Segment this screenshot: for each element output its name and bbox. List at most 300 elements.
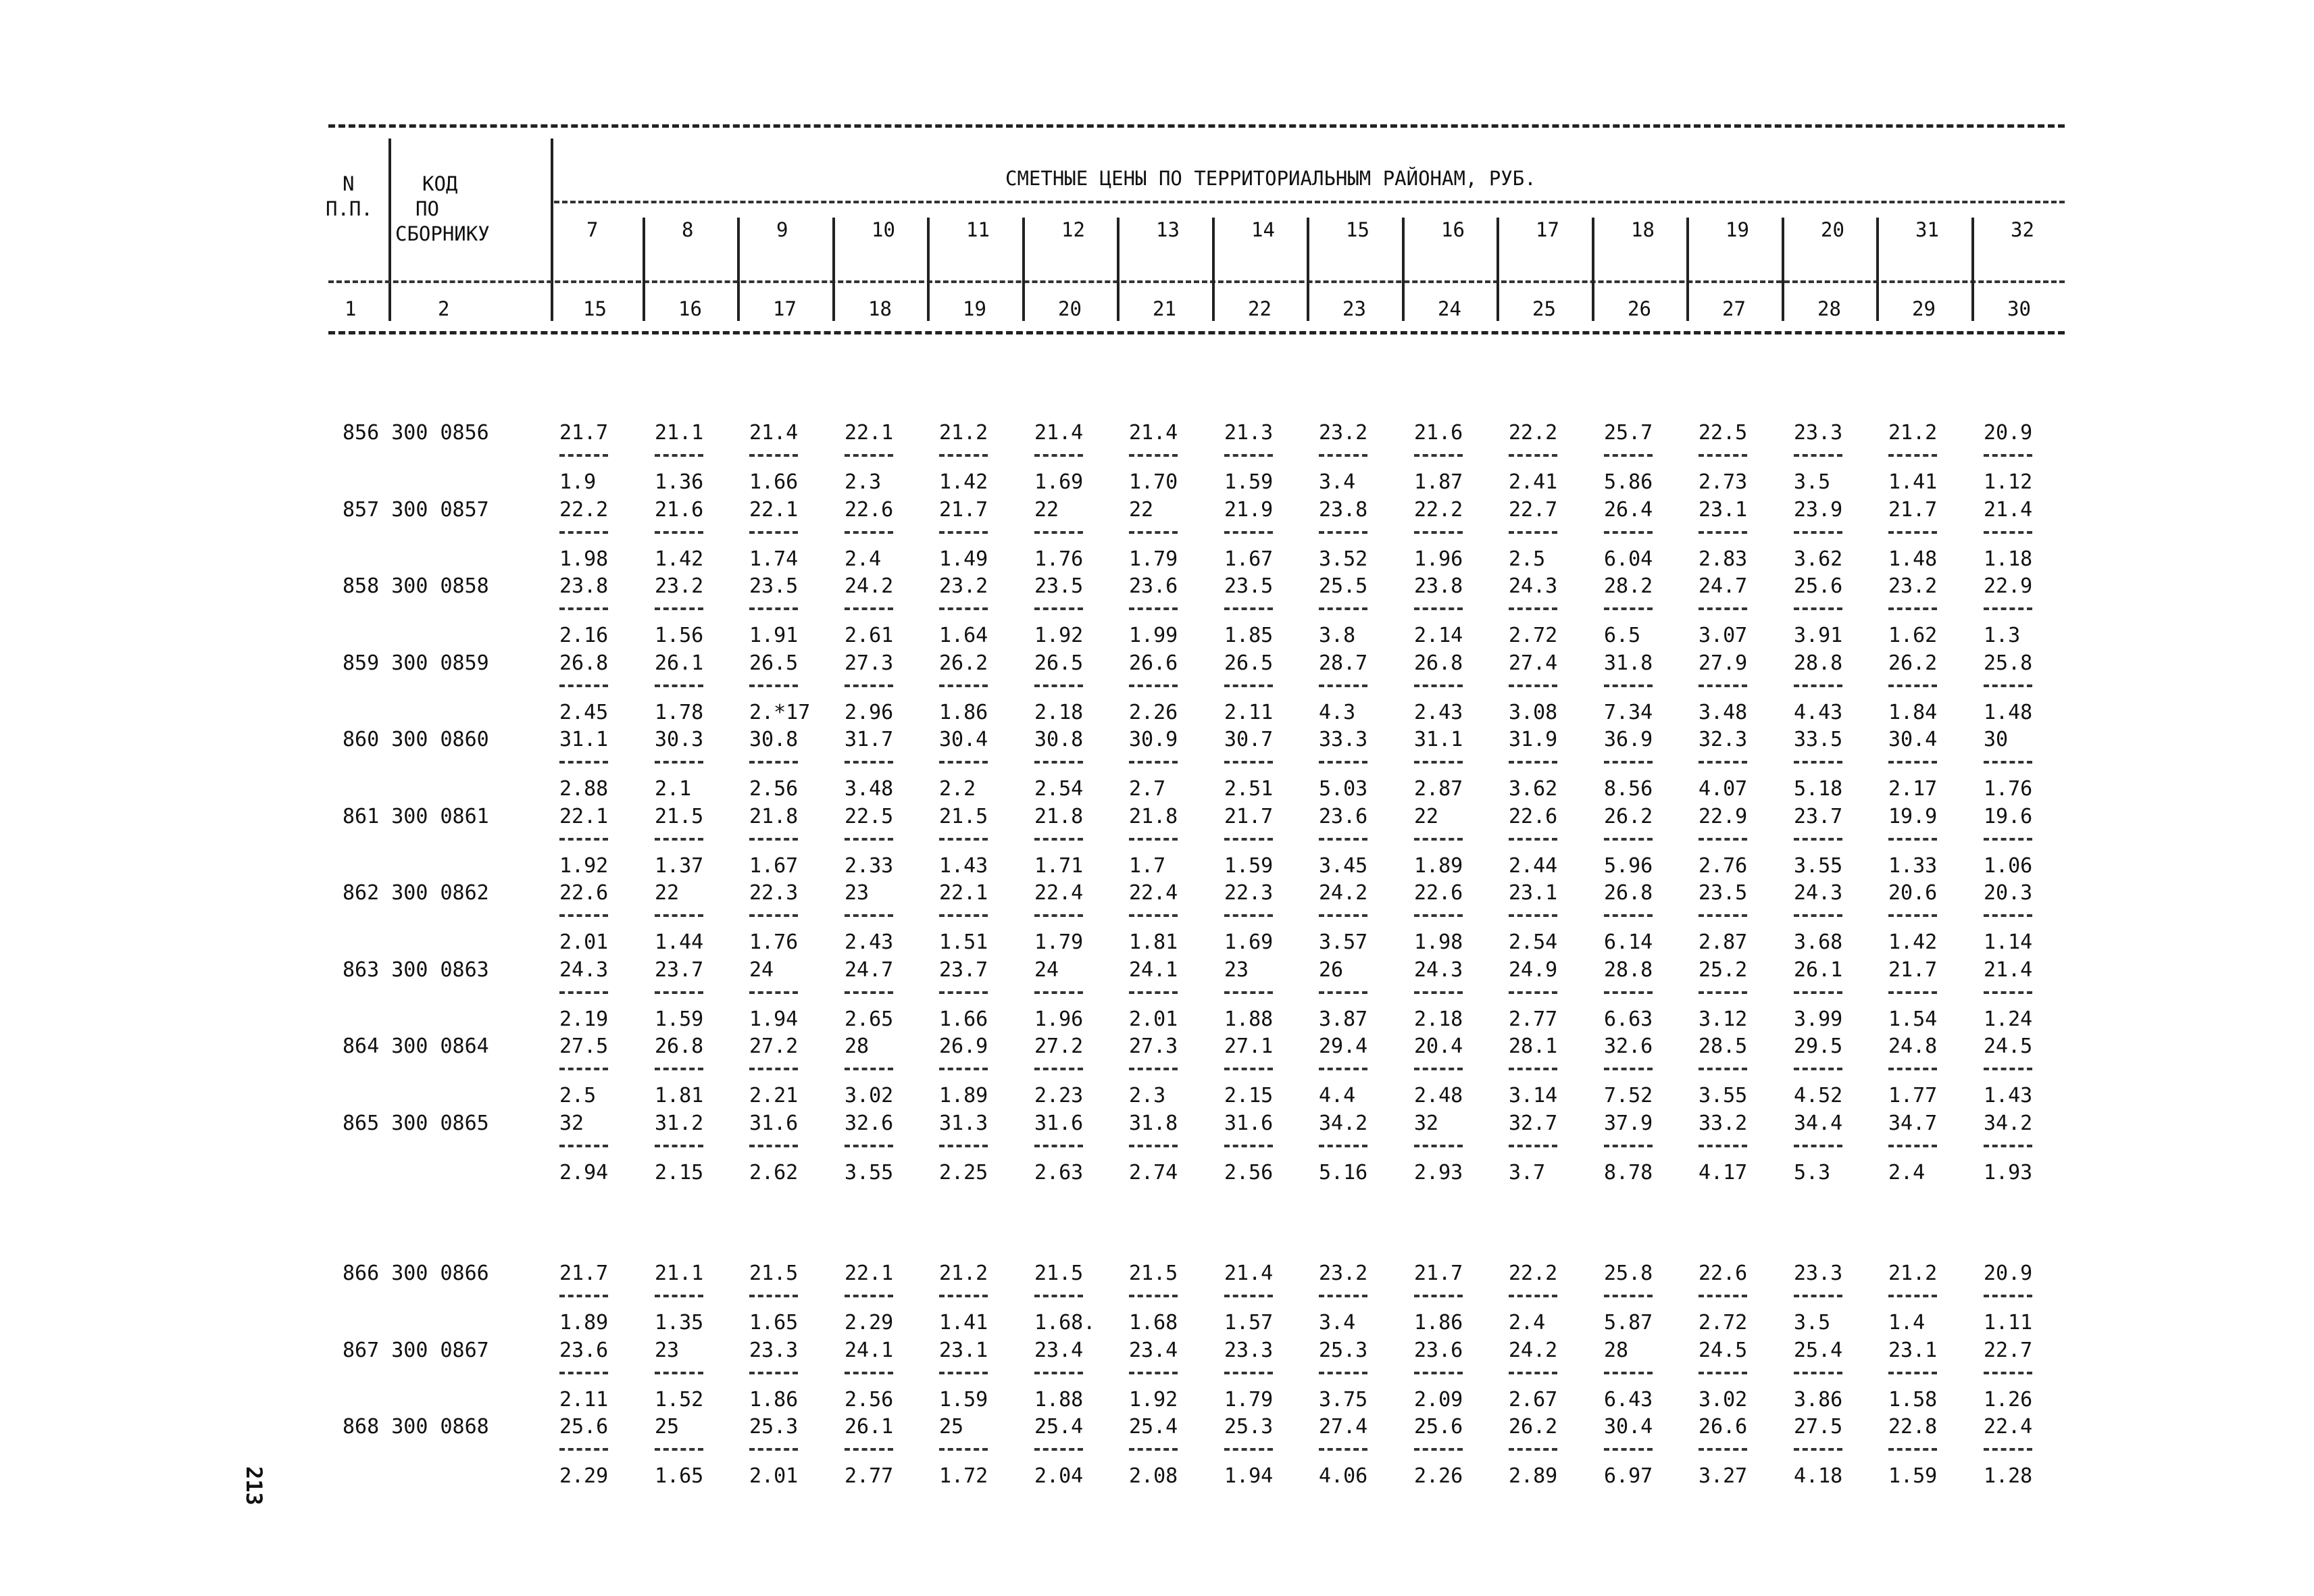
price-top: 33.5: [1794, 728, 1843, 751]
price-bottom: 1.14: [1984, 930, 2033, 954]
price-top: 26.5: [1224, 651, 1274, 675]
header-top-rule: [328, 124, 2065, 128]
price-bottom: 2.1: [655, 777, 692, 801]
price-top: 23.3: [1794, 421, 1843, 445]
price-top: 27.3: [1129, 1034, 1178, 1058]
price-top: 23.5: [1224, 574, 1274, 598]
price-bottom: 2.5: [559, 1084, 597, 1107]
fraction-dash: [939, 454, 988, 457]
price-top: 34.4: [1794, 1111, 1843, 1135]
price-bottom: 2.93: [1414, 1160, 1463, 1184]
price-top: 23.7: [655, 957, 704, 982]
fraction-dash: [1699, 454, 1747, 457]
fraction-dash: [655, 607, 703, 610]
col-sborniku-label: СБОРНИКУ: [395, 222, 490, 245]
price-bottom: 2.56: [1224, 1160, 1274, 1184]
row-code: 867 300 0867: [343, 1338, 489, 1362]
price-bottom: 5.3: [1794, 1160, 1831, 1184]
column-number: 16: [678, 297, 702, 320]
price-top: 23.4: [1034, 1338, 1084, 1362]
district-header-31: 31: [1915, 218, 1939, 241]
price-top: 30.8: [749, 728, 799, 751]
district-header-13: 13: [1156, 218, 1180, 241]
price-top: 21.8: [1129, 804, 1178, 828]
price-top: 21.5: [749, 1262, 799, 1285]
fraction-dash: [749, 454, 798, 457]
price-bottom: 1.44: [655, 930, 704, 954]
fraction-dash: [1604, 914, 1653, 917]
price-bottom: 2.15: [655, 1160, 704, 1184]
price-top: 23.7: [1794, 804, 1843, 828]
price-bottom: 1.49: [939, 547, 988, 571]
fraction-dash: [1509, 838, 1557, 841]
fraction-dash: [939, 607, 988, 610]
fraction-dash: [1604, 1372, 1653, 1374]
price-bottom: 1.88: [1034, 1387, 1084, 1412]
column-number: 19: [963, 297, 986, 320]
price-top: 24.3: [1794, 881, 1843, 905]
price-top: 26.8: [559, 651, 609, 675]
fraction-dash: [1034, 454, 1083, 457]
fraction-dash: [1699, 1145, 1747, 1147]
fraction-dash: [1604, 684, 1653, 687]
fraction-dash: [1319, 1372, 1367, 1374]
fraction-dash: [1319, 684, 1367, 687]
price-bottom: 1.59: [1224, 853, 1274, 878]
price-bottom: 8.78: [1604, 1160, 1653, 1184]
price-top: 20.9: [1984, 1262, 2033, 1285]
fraction-dash: [1888, 1145, 1937, 1147]
price-top: 25.6: [1794, 574, 1843, 598]
fraction-dash: [939, 1145, 988, 1147]
fraction-dash: [1509, 1372, 1557, 1374]
price-bottom: 3.4: [1319, 470, 1356, 494]
fraction-dash: [1888, 607, 1937, 610]
price-bottom: 2.63: [1034, 1160, 1084, 1184]
price-top: 22.6: [845, 497, 894, 522]
price-top: 24.9: [1509, 957, 1558, 982]
fraction-dash: [655, 684, 703, 687]
price-bottom: 2.87: [1414, 777, 1463, 801]
column-number: 26: [1628, 297, 1651, 320]
price-top: 26.8: [1414, 651, 1463, 675]
price-bottom: 1.81: [655, 1084, 704, 1107]
price-bottom: 1.94: [1224, 1464, 1274, 1488]
header-divider-district: [737, 218, 740, 321]
price-top: 25.6: [1414, 1415, 1463, 1439]
column-number: 18: [868, 297, 892, 320]
price-bottom: 1.54: [1888, 1007, 1938, 1031]
district-header-11: 11: [966, 218, 990, 241]
price-bottom: 2.18: [1414, 1007, 1463, 1031]
price-bottom: 2.16: [559, 624, 609, 647]
fraction-dash: [845, 1295, 893, 1297]
price-bottom: 1.65: [749, 1311, 799, 1335]
price-bottom: 2.54: [1509, 930, 1558, 954]
fraction-dash: [749, 684, 798, 687]
price-top: 27.4: [1509, 651, 1558, 675]
price-bottom: 1.89: [1414, 853, 1463, 878]
fraction-dash: [559, 1068, 608, 1070]
price-bottom: 2.3: [845, 470, 882, 494]
price-top: 27.3: [845, 651, 894, 675]
row-code: 868 300 0868: [343, 1415, 489, 1439]
price-bottom: 1.59: [939, 1387, 988, 1412]
fraction-dash: [1414, 761, 1463, 764]
fraction-dash: [1888, 1068, 1937, 1070]
price-top: 21.9: [1224, 497, 1274, 522]
district-header-20: 20: [1821, 218, 1844, 241]
column-number: 21: [1153, 297, 1176, 320]
price-top: 27.4: [1319, 1415, 1368, 1439]
fraction-dash: [559, 684, 608, 687]
price-top: 22: [1129, 497, 1154, 522]
price-bottom: 1.18: [1984, 547, 2033, 571]
fraction-dash: [1604, 454, 1653, 457]
price-top: 23.1: [939, 1338, 988, 1362]
fraction-dash: [559, 1448, 608, 1451]
price-bottom: 1.96: [1414, 547, 1463, 571]
fraction-dash: [1129, 1068, 1178, 1070]
price-top: 22.9: [1699, 804, 1748, 828]
fraction-dash: [1699, 1068, 1747, 1070]
price-top: 26.1: [1794, 957, 1843, 982]
price-top: 32.3: [1699, 728, 1748, 751]
price-top: 22.5: [1699, 421, 1748, 445]
fraction-dash: [1034, 684, 1083, 687]
fraction-dash: [1984, 1295, 2032, 1297]
price-top: 26.4: [1604, 497, 1653, 522]
header-divider-district: [1307, 218, 1309, 321]
price-bottom: 1.99: [1129, 624, 1178, 647]
price-bottom: 2.54: [1034, 777, 1084, 801]
price-bottom: 1.68: [1129, 1311, 1178, 1335]
price-top: 23.5: [1034, 574, 1084, 598]
price-top: 26.9: [939, 1034, 988, 1058]
column-number: 27: [1722, 297, 1746, 320]
fraction-dash: [1319, 1448, 1367, 1451]
price-top: 21.7: [1888, 497, 1938, 522]
price-bottom: 1.77: [1888, 1084, 1938, 1107]
price-bottom: 2.25: [939, 1160, 988, 1184]
district-header-7: 7: [586, 218, 599, 241]
price-top: 30.7: [1224, 728, 1274, 751]
fraction-dash: [1984, 454, 2032, 457]
price-top: 21.2: [1888, 1262, 1938, 1285]
price-bottom: 2.23: [1034, 1084, 1084, 1107]
price-top: 28: [845, 1034, 870, 1058]
price-bottom: 1.58: [1888, 1387, 1938, 1412]
price-bottom: 1.62: [1888, 624, 1938, 647]
price-top: 21.5: [1034, 1262, 1084, 1285]
fraction-dash: [749, 761, 798, 764]
price-bottom: 3.14: [1509, 1084, 1558, 1107]
fraction-dash: [1509, 684, 1557, 687]
price-bottom: 4.43: [1794, 700, 1843, 724]
price-bottom: 3.27: [1699, 1464, 1748, 1488]
fraction-dash: [1034, 1448, 1083, 1451]
price-bottom: 1.87: [1414, 470, 1463, 494]
district-header-17: 17: [1536, 218, 1559, 241]
fraction-dash: [1888, 914, 1937, 917]
fraction-dash: [1509, 454, 1557, 457]
fraction-dash: [845, 454, 893, 457]
price-top: 21.2: [1888, 421, 1938, 445]
price-top: 28.1: [1509, 1034, 1558, 1058]
price-bottom: 2.56: [749, 777, 799, 801]
price-bottom: 2.77: [845, 1464, 894, 1488]
price-top: 25.2: [1699, 957, 1748, 982]
price-top: 30.8: [1034, 728, 1084, 751]
price-top: 28.5: [1699, 1034, 1748, 1058]
price-bottom: 2.5: [1509, 547, 1546, 571]
price-top: 21.4: [1129, 421, 1178, 445]
price-top: 22.1: [939, 881, 988, 905]
price-bottom: 2.72: [1509, 624, 1558, 647]
fraction-dash: [1699, 761, 1747, 764]
column-number: 30: [2007, 297, 2031, 320]
price-bottom: 2.94: [559, 1160, 609, 1184]
fraction-dash: [1604, 531, 1653, 534]
fraction-dash: [1319, 838, 1367, 841]
fraction-dash: [1604, 761, 1653, 764]
price-top: 28.7: [1319, 651, 1368, 675]
fraction-dash: [845, 1068, 893, 1070]
price-bottom: 6.04: [1604, 547, 1653, 571]
price-bottom: 1.69: [1224, 930, 1274, 954]
price-top: 22.7: [1509, 497, 1558, 522]
fraction-dash: [1984, 1372, 2032, 1374]
price-top: 33.3: [1319, 728, 1368, 751]
fraction-dash: [1319, 1068, 1367, 1070]
price-top: 31.3: [939, 1111, 988, 1135]
fraction-dash: [1224, 838, 1273, 841]
price-top: 34.2: [1319, 1111, 1368, 1135]
col-n-label: N: [343, 172, 355, 195]
price-top: 23.1: [1888, 1338, 1938, 1362]
fraction-dash: [1699, 1448, 1747, 1451]
price-bottom: 2.67: [1509, 1387, 1558, 1412]
district-header-9: 9: [776, 218, 788, 241]
price-top: 31.2: [655, 1111, 704, 1135]
column-number: 28: [1817, 297, 1841, 320]
fraction-dash: [845, 1448, 893, 1451]
fraction-dash: [1699, 914, 1747, 917]
price-bottom: 3.48: [1699, 700, 1748, 724]
price-top: 23.2: [939, 574, 988, 598]
price-top: 19.9: [1888, 804, 1938, 828]
price-top: 22.6: [559, 881, 609, 905]
fraction-dash: [559, 454, 608, 457]
fraction-dash: [559, 1295, 608, 1297]
price-top: 23.3: [749, 1338, 799, 1362]
price-top: 25: [655, 1415, 680, 1439]
row-code: 862 300 0862: [343, 881, 489, 905]
price-bottom: 2.51: [1224, 777, 1274, 801]
fraction-dash: [939, 684, 988, 687]
price-top: 21.5: [1129, 1262, 1178, 1285]
price-top: 23: [655, 1338, 680, 1362]
price-bottom: 1.78: [655, 700, 704, 724]
price-top: 24.2: [1509, 1338, 1558, 1362]
price-bottom: 2.14: [1414, 624, 1463, 647]
fraction-dash: [1888, 531, 1937, 534]
fraction-dash: [1034, 838, 1083, 841]
row-code: 857 300 0857: [343, 497, 489, 522]
header-divider-district: [1496, 218, 1499, 321]
col-kod-label: КОД: [422, 172, 458, 195]
price-bottom: 2.43: [845, 930, 894, 954]
price-bottom: 2.77: [1509, 1007, 1558, 1031]
fraction-dash: [1129, 838, 1178, 841]
fraction-dash: [559, 1145, 608, 1147]
fraction-dash: [845, 1145, 893, 1147]
price-bottom: 3.62: [1509, 777, 1558, 801]
fraction-dash: [749, 838, 798, 841]
price-top: 21.1: [655, 1262, 704, 1285]
price-bottom: 1.76: [1034, 547, 1084, 571]
price-bottom: 3.45: [1319, 853, 1368, 878]
fraction-dash: [845, 1372, 893, 1374]
price-bottom: 1.43: [1984, 1084, 2033, 1107]
price-bottom: 2.33: [845, 853, 894, 878]
price-top: 21.7: [939, 497, 988, 522]
fraction-dash: [655, 1448, 703, 1451]
district-header-18: 18: [1631, 218, 1655, 241]
price-bottom: 1.89: [939, 1084, 988, 1107]
price-top: 22: [655, 881, 680, 905]
price-bottom: 1.7: [1129, 853, 1166, 878]
price-top: 24: [749, 957, 774, 982]
price-bottom: 2.09: [1414, 1387, 1463, 1412]
price-bottom: 1.66: [749, 470, 799, 494]
price-bottom: 2.08: [1129, 1464, 1178, 1488]
fraction-dash: [1699, 838, 1747, 841]
price-top: 30.4: [939, 728, 988, 751]
fraction-dash: [1319, 607, 1367, 610]
fraction-dash: [1984, 761, 2032, 764]
fraction-dash: [1129, 761, 1178, 764]
price-top: 28.2: [1604, 574, 1653, 598]
price-bottom: 1.41: [1888, 470, 1938, 494]
fraction-dash: [1984, 991, 2032, 994]
fraction-dash: [1224, 1448, 1273, 1451]
price-top: 24.5: [1984, 1034, 2033, 1058]
price-bottom: 2.01: [559, 930, 609, 954]
fraction-dash: [1984, 1068, 2032, 1070]
price-top: 30: [1984, 728, 2009, 751]
column-number: 24: [1438, 297, 1461, 320]
price-bottom: 1.12: [1984, 470, 2033, 494]
price-bottom: 1.72: [939, 1464, 988, 1488]
price-bottom: 1.92: [1129, 1387, 1178, 1412]
price-bottom: 1.67: [1224, 547, 1274, 571]
district-header-8: 8: [682, 218, 694, 241]
district-header-10: 10: [872, 218, 895, 241]
price-bottom: 3.68: [1794, 930, 1843, 954]
price-top: 21.3: [1224, 421, 1274, 445]
price-bottom: 4.3: [1319, 700, 1356, 724]
price-bottom: 2.73: [1699, 470, 1748, 494]
price-bottom: 5.16: [1319, 1160, 1368, 1184]
price-top: 19.6: [1984, 804, 2033, 828]
price-bottom: 6.43: [1604, 1387, 1653, 1412]
price-top: 22.2: [1414, 497, 1463, 522]
price-bottom: 1.86: [1414, 1311, 1463, 1335]
district-header-16: 16: [1441, 218, 1465, 241]
price-bottom: 2.01: [1129, 1007, 1178, 1031]
price-bottom: 1.28: [1984, 1464, 2033, 1488]
column-number: 17: [773, 297, 797, 320]
fraction-dash: [655, 1372, 703, 1374]
price-top: 25.3: [749, 1415, 799, 1439]
price-top: 24.1: [845, 1338, 894, 1362]
price-bottom: 2.61: [845, 624, 894, 647]
price-bottom: 3.8: [1319, 624, 1356, 647]
price-bottom: 2.74: [1129, 1160, 1178, 1184]
fraction-dash: [1984, 684, 2032, 687]
fraction-dash: [1888, 838, 1937, 841]
fraction-dash: [1794, 838, 1842, 841]
district-header-15: 15: [1346, 218, 1369, 241]
price-bottom: 2.4: [845, 547, 882, 571]
fraction-dash: [749, 1068, 798, 1070]
price-bottom: 1.96: [1034, 1007, 1084, 1031]
price-top: 21.7: [559, 1262, 609, 1285]
fraction-dash: [1604, 991, 1653, 994]
fraction-dash: [655, 838, 703, 841]
price-bottom: 1.59: [1888, 1464, 1938, 1488]
fraction-dash: [1129, 991, 1178, 994]
price-bottom: 1.79: [1129, 547, 1178, 571]
price-bottom: 2.45: [559, 700, 609, 724]
price-bottom: 3.07: [1699, 624, 1748, 647]
price-top: 24.7: [845, 957, 894, 982]
header-number-rule: [328, 280, 2065, 283]
header-divider-district: [1592, 218, 1594, 321]
fraction-dash: [845, 914, 893, 917]
header-divider-district: [1117, 218, 1120, 321]
fraction-dash: [1319, 914, 1367, 917]
header-divider-district: [1686, 218, 1689, 321]
price-bottom: 6.14: [1604, 930, 1653, 954]
fraction-dash: [1604, 1068, 1653, 1070]
fraction-dash: [1794, 1448, 1842, 1451]
price-bottom: 1.4: [1888, 1311, 1926, 1335]
price-top: 25.3: [1319, 1338, 1368, 1362]
row-code: 860 300 0860: [343, 728, 489, 751]
header-divider-district: [1022, 218, 1025, 321]
price-top: 26.2: [1509, 1415, 1558, 1439]
price-top: 24.8: [1888, 1034, 1938, 1058]
price-top: 20.3: [1984, 881, 2033, 905]
price-top: 24.1: [1129, 957, 1178, 982]
price-top: 24.2: [1319, 881, 1368, 905]
fraction-dash: [749, 991, 798, 994]
price-top: 25.5: [1319, 574, 1368, 598]
price-top: 23.6: [559, 1338, 609, 1362]
fraction-dash: [1794, 531, 1842, 534]
price-bottom: 2.21: [749, 1084, 799, 1107]
price-bottom: 2.72: [1699, 1311, 1748, 1335]
price-bottom: 1.35: [655, 1311, 704, 1335]
price-top: 23.6: [1319, 804, 1368, 828]
price-bottom: 1.11: [1984, 1311, 2033, 1335]
fraction-dash: [1034, 1372, 1083, 1374]
price-bottom: 5.18: [1794, 777, 1843, 801]
fraction-dash: [655, 454, 703, 457]
price-bottom: 1.79: [1034, 930, 1084, 954]
